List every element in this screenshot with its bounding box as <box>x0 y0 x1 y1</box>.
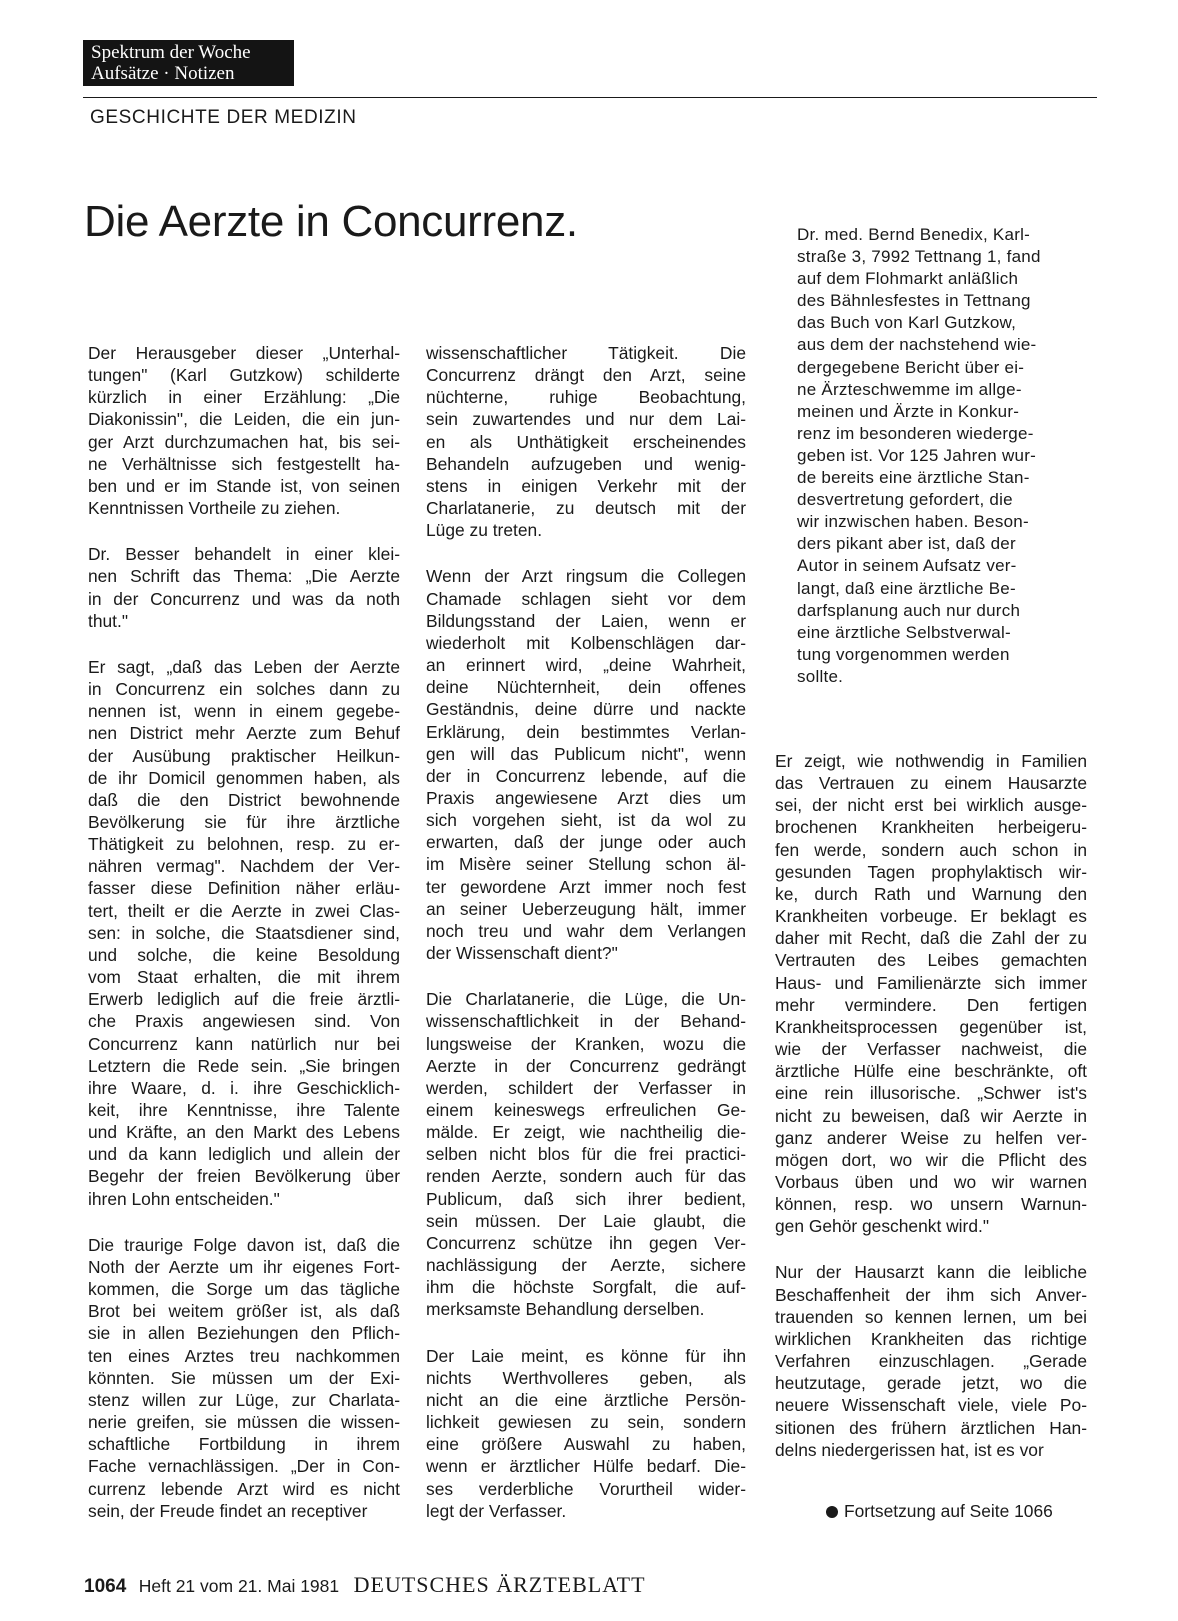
text-line: mögen dort, wo wir die Pflicht des <box>775 1149 1087 1170</box>
body-column-1 <box>88 342 400 1546</box>
intro-line: eine ärztliche Selbstverwal- <box>797 622 1011 642</box>
text-line: Chamade schlagen sieht vor dem <box>426 588 746 609</box>
text-line: nerie greifen, sie müssen die wissen- <box>88 1412 400 1433</box>
text-line: ihm die höchste Sorgfalt, die auf- <box>426 1277 746 1298</box>
paragraph <box>88 656 400 1210</box>
text-line: Vertrauten des Leibes gemachten <box>775 950 1087 971</box>
text-line: thut." <box>88 610 129 631</box>
text-line: Er sagt, „daß das Leben der Aerzte <box>88 656 400 677</box>
text-line: ne Verhältnisse sich festgestellt ha- <box>88 453 400 474</box>
badge-line-1: Spektrum der Woche <box>91 42 251 63</box>
text-line: sein, der Freude findet an receptiver <box>88 1500 368 1521</box>
text-line: neuere Wissenschaft viele, viele Po- <box>775 1395 1087 1416</box>
text-line: Letztern die Rede sein. „Sie bringen <box>88 1055 400 1076</box>
text-line: der Ausübung praktischer Heilkun- <box>88 745 400 766</box>
text-line: Publicum, daß sich ihrer bedient, <box>426 1188 746 1209</box>
intro-line: das Buch von Karl Gutzkow, <box>797 313 1017 333</box>
page-footer <box>84 1572 646 1598</box>
text-line: Krankheitsprocessen gegenüber ist, <box>775 1016 1087 1037</box>
text-line: de ihr Domicil genommen haben, als <box>88 767 400 788</box>
text-line: Er zeigt, wie nothwendig in Familien <box>775 751 1087 771</box>
text-line: Behandeln aufzugeben und wenig- <box>426 453 746 474</box>
paragraph <box>426 565 746 964</box>
text-line: tungen" (Karl Gutzkow) schilderte <box>88 365 400 386</box>
paragraph <box>775 750 1087 1237</box>
text-line: kommen, die Sorge um das tägliche <box>88 1279 400 1300</box>
text-line: wissenschaftlicher Tätigkeit. Die <box>426 343 746 363</box>
intro-line: wir inzwischen haben. Beson- <box>797 512 1029 532</box>
intro-line: meinen und Ärzte in Konkur- <box>797 401 1020 421</box>
intro-line: aus dem der nachstehend wie- <box>797 335 1037 355</box>
text-line: nennen ist, wenn in einem gegebe- <box>88 701 400 722</box>
intro-line: de bereits eine ärztliche Stan- <box>797 468 1030 488</box>
paragraph <box>426 1345 746 1522</box>
text-line: daher mit Recht, daß die Zahl der zu <box>775 928 1087 949</box>
text-line: noch treu und wahr dem Verlangen <box>426 920 746 941</box>
text-line: nüchterne, ruhige Beobachtung, <box>426 387 746 408</box>
text-line: Fache vernachlässigen. „Der in Con- <box>88 1456 400 1477</box>
text-line: nichts Werthvolleres geben, als <box>426 1367 746 1388</box>
text-line: Die traurige Folge davon ist, daß die <box>88 1234 400 1255</box>
journal-name: DEUTSCHES ÄRZTEBLATT <box>353 1572 646 1597</box>
text-line: en als Unthätigkeit erscheinendes <box>426 431 746 452</box>
text-line: daß die den District bewohnende <box>88 789 400 810</box>
text-line: ter gewordene Arzt immer noch fest <box>426 876 746 897</box>
body-column-2 <box>426 342 746 1546</box>
text-line: ihren Lohn entscheiden." <box>88 1188 280 1209</box>
text-line: ten eines Arztes treu nachkommen <box>88 1345 400 1366</box>
text-line: nähren vermag". Nachdem der Ver- <box>88 856 400 877</box>
text-line: wenn er ärztlicher Hülfe bedarf. Die- <box>426 1456 746 1477</box>
text-line: schaftliche Fortbildung in ihrem <box>88 1434 400 1455</box>
text-line: an erinnert wird, „deine Wahrheit, <box>426 655 746 676</box>
page-number: 1064 <box>84 1576 127 1597</box>
intro-line: Dr. med. Bernd Benedix, Karl- <box>797 225 1031 244</box>
badge-line-2: Aufsätze · Notizen <box>91 63 235 84</box>
intro-text <box>797 224 1082 688</box>
text-line: erwarten, daß der junge oder auch <box>426 832 746 853</box>
text-line: Praxis angewiesene Arzt dies um <box>426 787 746 808</box>
text-line: legt der Verfasser. <box>426 1500 567 1521</box>
text-line: Concurrenz drängt den Arzt, seine <box>426 365 746 386</box>
intro-line: desvertretung gefordert, die <box>797 490 1013 510</box>
text-line: keit, ihre Kenntnisse, ihre Talente <box>88 1100 400 1120</box>
text-line: könnten. Sie müssen um der Exi- <box>88 1367 400 1388</box>
text-line: merksamste Behandlung derselben. <box>426 1299 705 1320</box>
text-line: renden Aerzte, sondern auch für das <box>426 1166 746 1187</box>
text-line: Dr. Besser behandelt in einer klei- <box>88 544 400 565</box>
text-line: ihre Waare, d. i. ihre Geschicklich- <box>88 1077 400 1098</box>
text-line: Diakonissin", die Leiden, die ein jun- <box>88 409 400 430</box>
text-line: nicht an die eine ärztliche Persön- <box>426 1389 746 1410</box>
text-line: Thätigkeit zu belohnen, resp. zu er- <box>88 834 400 855</box>
text-line: mehr vermindere. Den fertigen <box>775 994 1087 1015</box>
text-line: Bevölkerung sie für ihre ärztliche <box>88 811 400 832</box>
text-line: ger Arzt durchzumachen hat, bis sei- <box>88 431 400 452</box>
text-line: im Misère seiner Stellung schon äl- <box>426 854 746 875</box>
intro-line: renz im besonderen wiederge- <box>797 423 1034 443</box>
text-line: nen Schrift das Thema: „Die Aerzte <box>88 566 400 587</box>
intro-line: Autor in seinem Aufsatz ver- <box>797 556 1017 576</box>
text-line: eine größere Auswahl zu haben, <box>426 1434 746 1455</box>
text-line: Krankheiten vorbeuge. Er beklagt es <box>775 906 1087 927</box>
continuation-text: Fortsetzung auf Seite 1066 <box>844 1501 1053 1521</box>
text-line: vom Staat erhalten, die mit ihrem <box>88 967 400 988</box>
text-line: Nur der Hausarzt kann die leibliche <box>775 1262 1087 1283</box>
text-line: Charlatanerie, zu deutsch mit der <box>426 498 746 519</box>
text-line: stens in einigen Verkehr mit der <box>426 475 746 496</box>
paragraph <box>88 543 400 632</box>
paragraph <box>426 342 746 541</box>
text-line: sen: in solche, die Staatsdiener sind, <box>88 922 400 943</box>
section-label: GESCHICHTE DER MEDIZIN <box>90 107 357 128</box>
text-line: nicht zu beweisen, daß wir Aerzte in <box>775 1105 1087 1126</box>
intro-line: straße 3, 7992 Tettnang 1, fand <box>797 247 1041 267</box>
text-line: delns niedergerissen hat, ist es vor <box>775 1439 1044 1460</box>
text-line: lichkeit gewiesen zu sein, sondern <box>426 1412 746 1433</box>
text-line: und da kann lediglich und allein der <box>88 1144 400 1165</box>
text-line: Brot bei weitem größer ist, als daß <box>88 1301 400 1322</box>
intro-line: darfsplanung auch nur durch <box>797 600 1021 620</box>
text-line: ärztliche Hülfe eine beschränkte, oft <box>775 1061 1087 1082</box>
text-line: heutzutage, gerade jetzt, wo die <box>775 1373 1087 1394</box>
text-line: der Wissenschaft dient?" <box>426 943 618 964</box>
text-line: Lüge zu treten. <box>426 520 543 541</box>
header-rule <box>83 97 1097 98</box>
text-line: trauenden so kennen lernen, um bei <box>775 1306 1087 1327</box>
intro-line: dergegebene Bericht über ei- <box>797 357 1025 377</box>
text-line: wirklichen Krankheiten das richtige <box>775 1328 1087 1349</box>
text-line: in der Concurrenz und was da noth <box>88 588 400 609</box>
intro-line: ders pikant aber ist, daß der <box>797 534 1016 554</box>
text-line: sitionen des frühern ärztlichen Han- <box>775 1417 1087 1438</box>
intro-line: ne Ärzteschwemme im allge- <box>797 379 1022 399</box>
body-column-3 <box>775 750 1087 1485</box>
section-badge <box>83 40 294 86</box>
intro-line: sollte. <box>797 666 844 686</box>
text-line: fasser diese Definition näher erläu- <box>88 878 400 899</box>
text-line: wissenschaftlichkeit in der Behand- <box>426 1011 746 1032</box>
paragraph <box>88 342 400 519</box>
text-line: ben und er im Stande ist, von seinen <box>88 475 400 496</box>
text-line: Aerzte in der Concurrenz gedrängt <box>426 1055 746 1076</box>
text-line: ke, durch Rath und Warnung den <box>775 883 1087 904</box>
text-line: che Praxis angewiesen sind. Von <box>88 1011 400 1032</box>
text-line: und solche, die keine Besoldung <box>88 944 400 965</box>
issue-info: Heft 21 vom 21. Mai 1981 <box>138 1576 340 1596</box>
intro-line: tung vorgenommen werden <box>797 644 1010 664</box>
text-line: eine rein illusorische. „Schwer ist's <box>775 1083 1087 1104</box>
text-line: wiederholt mit Kolbenschlägen dar- <box>426 632 746 653</box>
text-line: werden, schildert der Verfasser in <box>426 1077 746 1098</box>
text-line: tert, theilt er die Aerzte in zwei Clas- <box>88 900 400 921</box>
text-line: sei, der nicht erst bei wirklich ausge- <box>775 795 1087 816</box>
paragraph <box>775 1261 1087 1460</box>
text-line: Erklärung, dein bestimmtes Verlan- <box>426 721 746 742</box>
text-line: sich vorgehen sieht, ist da wol zu <box>426 810 746 831</box>
intro-line: des Bähnlesfestes in Tettnang <box>797 291 1031 311</box>
text-line: gen will das Publicum nicht", wenn <box>426 743 746 764</box>
text-line: sie in allen Beziehungen den Pflich- <box>88 1323 400 1344</box>
text-line: ganz anderer Weise zu helfen ver- <box>775 1127 1087 1148</box>
intro-line: langt, daß eine ärztliche Be- <box>797 578 1016 598</box>
text-line: lungsweise der Kranken, wozu die <box>426 1033 746 1054</box>
text-line: in Concurrenz ein solches dann zu <box>88 679 400 700</box>
text-line: Wenn der Arzt ringsum die Collegen <box>426 566 746 587</box>
text-line: Bildungsstand der Laien, wenn er <box>426 610 746 631</box>
text-line: Der Herausgeber dieser „Unterhal- <box>88 343 400 363</box>
paragraph <box>88 1234 400 1522</box>
text-line: der in Concurrenz lebende, auf die <box>426 765 746 786</box>
intro-line: auf dem Flohmarkt anläßlich <box>797 269 1019 289</box>
text-line: Kenntnissen Vortheile zu ziehen. <box>88 498 341 519</box>
bullet-icon <box>826 1506 838 1518</box>
text-line: gen Gehör geschenkt wird." <box>775 1216 990 1237</box>
text-line: Der Laie meint, es könne für ihn <box>426 1345 746 1366</box>
text-line: und Kräfte, an den Markt des Lebens <box>88 1122 400 1143</box>
text-line: currenz lebende Arzt wird es nicht <box>88 1478 400 1499</box>
text-line: gesunden Tagen prophylaktisch wir- <box>775 861 1087 882</box>
text-line: Concurrenz schütze ihn gegen Ver- <box>426 1232 746 1253</box>
text-line: Verfahren einzuschlagen. „Gerade <box>775 1351 1087 1372</box>
paragraph <box>426 988 746 1320</box>
article-title: Die Aerzte in Concurrenz. <box>84 197 578 246</box>
text-line: Haus- und Familienärzte sich immer <box>775 972 1087 993</box>
text-line: wie der Verfasser nachweist, die <box>775 1039 1087 1060</box>
text-line: Beschaffenheit der ihm sich Anver- <box>775 1284 1087 1305</box>
text-line: Geständnis, deine dürre und nackte <box>426 699 746 720</box>
text-line: Erwerb lediglich auf die freie ärztli- <box>88 989 400 1010</box>
text-line: Noth der Aerzte um ihr eigenes Fort- <box>88 1256 400 1277</box>
text-line: können, resp. wo unsern Warnun- <box>775 1194 1087 1215</box>
text-line: fen werde, sondern auch schon in <box>775 839 1087 860</box>
text-line: deine Nüchternheit, dein offenes <box>426 677 746 698</box>
text-line: nachlässigung der Aerzte, sichere <box>426 1255 746 1276</box>
text-line: Die Charlatanerie, die Lüge, die Un- <box>426 989 746 1010</box>
text-line: brochenen Krankheiten herbeigeru- <box>775 817 1087 838</box>
text-line: Begehr der freien Bevölkerung über <box>88 1166 400 1187</box>
text-line: kürzlich in einer Erzählung: „Die <box>88 387 400 408</box>
text-line: an seiner Ueberzeugung hält, immer <box>426 898 746 919</box>
text-line: selben nicht blos für die frei practici- <box>426 1144 746 1165</box>
text-line: einem keineswegs erfreulichen Ge- <box>426 1100 746 1120</box>
text-line: sein müssen. Der Laie glaubt, die <box>426 1210 746 1231</box>
text-line: mälde. Er zeigt, wie nachtheilig die- <box>426 1122 746 1143</box>
continuation-note <box>826 1500 1053 1522</box>
text-line: ses verderbliche Vorurtheil wider- <box>426 1478 746 1499</box>
intro-line: geben ist. Vor 125 Jahren wur- <box>797 445 1037 465</box>
text-line: nen District mehr Aerzte zum Behuf <box>88 723 400 744</box>
text-line: sein zuwartendes und nur dem Lai- <box>426 409 746 430</box>
text-line: das Vertrauen zu einem Hausarzte <box>775 773 1087 794</box>
text-line: Vorbaus üben und wo wir warnen <box>775 1171 1087 1192</box>
text-line: Concurrenz kann natürlich nur bei <box>88 1033 400 1054</box>
text-line: stenz willen zur Lüge, zur Charlata- <box>88 1389 400 1410</box>
